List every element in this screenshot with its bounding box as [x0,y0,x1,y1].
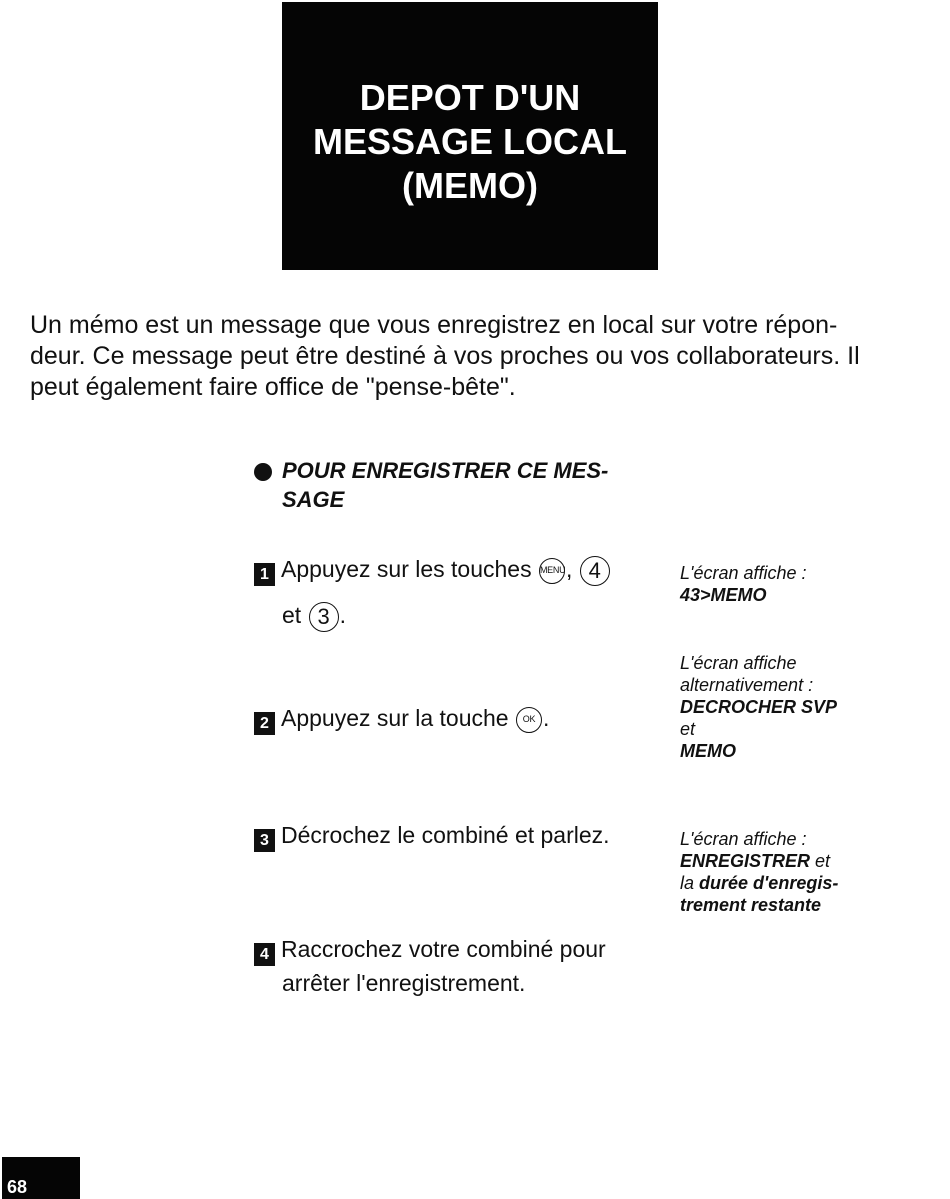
section-heading-line-1: POUR ENREGISTRER CE MES- [282,458,609,483]
step-number-4: 4 [254,943,275,966]
step-2 [254,701,549,735]
side-note-2-line-1: L'écran affiche [680,653,797,673]
step-3 [254,818,610,852]
title-line-3: (MEMO) [402,165,538,206]
key-3-icon: 3 [309,602,339,632]
menu-key-icon: MENU [539,558,565,584]
step-1-cont-end: . [339,602,346,628]
intro-line-3: peut également faire office de "pense-bête". [30,373,516,401]
page-number: 68 [2,1157,80,1199]
side-note-3-duree: durée d'enregis- [699,873,839,893]
step-1-continuation [282,598,611,632]
side-note-2-line-2: alternativement : [680,675,814,695]
step-1 [254,552,611,632]
intro-line-1: Un mémo est un message que vous enregistrez en local sur votre répon- [30,311,838,339]
side-note-3 [680,828,920,916]
step-number-3: 3 [254,829,275,852]
step-4-text: Raccrochez votre combiné pour [281,936,606,962]
key-4-icon: 4 [580,556,610,586]
title-line-1: DEPOT D'UN [359,77,581,118]
step-1-separator: , [565,556,573,582]
side-note-3-la: la [680,873,700,893]
section-heading-line-2: SAGE [282,487,345,512]
side-note-1-line-1: L'écran affiche : [680,563,807,583]
step-3-text: Décrochez le combiné et parlez. [281,822,610,848]
step-number-1: 1 [254,563,275,586]
bullet-icon [254,463,272,481]
intro-line-2: deur. Ce message peut être destiné à vos proches ou vos collaborateurs. Il [30,342,860,370]
step-1-cont-text: et [282,602,302,628]
side-note-3-line-3 [680,872,920,894]
side-note-3-line-2 [680,850,920,872]
side-note-2 [680,652,920,762]
page-title-box [282,2,658,270]
section-heading [254,456,608,514]
step-4 [254,932,606,1000]
side-note-1-line-2: 43>MEMO [680,585,767,605]
side-note-3-et: et [810,851,831,871]
step-1-text: Appuyez sur les touches [281,556,532,582]
intro-paragraph [30,310,930,403]
side-note-3-enregistrer: ENREGISTRER [680,851,811,871]
step-number-2: 2 [254,712,275,735]
side-note-2-line-5: MEMO [680,741,736,761]
side-note-3-line-4: trement restante [680,895,822,915]
step-2-end: . [542,705,550,731]
ok-key-icon: OK [516,707,542,733]
side-note-3-line-1: L'écran affiche : [680,829,807,849]
side-note-2-line-3: DECROCHER SVP [680,697,838,717]
step-4-continuation: arrêter l'enregistrement. [282,970,526,996]
side-note-1 [680,562,920,606]
step-2-text: Appuyez sur la touche [281,705,509,731]
side-note-2-line-4: et [680,719,696,739]
title-line-2: MESSAGE LOCAL [312,121,627,162]
